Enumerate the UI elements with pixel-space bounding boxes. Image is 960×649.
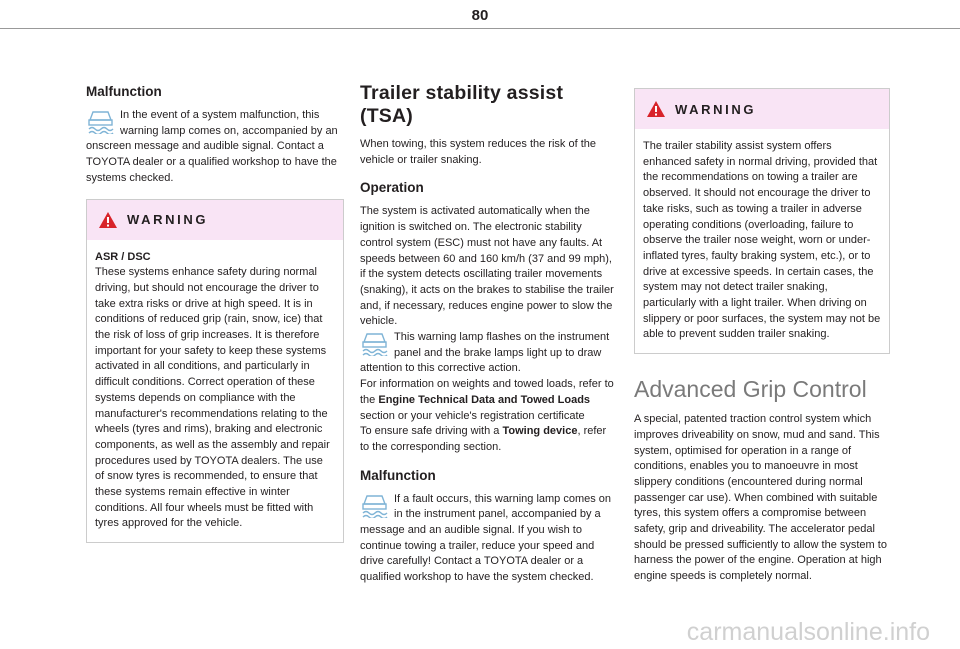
warning-text: The trailer stability assist system offers enhanced safety in normal driving, provided that the recommendations on towing a trailer are observed. It should not encourage the driver to take risks, such as towing a trailer in adverse operating conditions (overloading, failure to observe the trailer nose weight, worn or under-inflated tyres, faulty braking system, etc.), or to drive at excessive speeds. In certain cases, the system may not detect trailer snaking, particularly with a light trailer. When driving on slippery or poor surfaces, the system may not be able to prevent sudden trailer snaking.: [643, 140, 881, 341]
column-left: [86, 82, 344, 543]
lamp-flash-text: This warning lamp flashes on the instrument panel and the brake lamps light up to draw attention to this corrective action.: [360, 331, 610, 375]
column-right: [634, 88, 890, 585]
esc-warning-lamp-icon: [360, 492, 390, 518]
watermark: carmanualsonline.info: [686, 618, 930, 646]
warning-label: WARNING: [127, 212, 209, 228]
header-divider: [0, 28, 960, 29]
warning-header: [87, 200, 343, 240]
tsa-malfunction-text: If a fault occurs, this warning lamp comes on in the instrument panel, accompanied by a message and an audible signal. If you wish to continue towing a trailer, reduce your speed and drive carefully! Contact a TOYOTA dealer or a qualified workshop to have the system checked.: [360, 492, 612, 584]
towed-loads-info: For information on weights and towed loads, refer to the Engine Technical Data and Towed Loads section or your vehicle's registration certificate: [360, 378, 614, 422]
warning-box-tsa: [634, 88, 890, 354]
warning-text: These systems enhance safety during normal driving, but should not encourage the driver to take extra risks or drive at high speed. It is in conditions of reduced grip (rain, snow, ice) that the risk of loss of grip increases. It is therefore important for your safety to keep these systems activated in all conditions, and particularly in difficult conditions. Correct operation of these systems depends on compliance with the manufacturer's recommendations relating to the wheels (tyres and rims), braking and electronic components, as well as the assembly and repair procedures used by TOYOTA dealers. The use of snow tyres is recommended, to ensure that these systems remain effective in winter conditions. All four wheels must be fitted with tyres approved for the vehicle.: [95, 266, 330, 530]
towing-device-link: Towing device: [502, 425, 578, 438]
towed-loads-link: Engine Technical Data and Towed Loads: [378, 393, 591, 406]
warning-title: ASR / DSC: [95, 250, 151, 263]
malfunction-heading: Malfunction: [86, 84, 162, 99]
towing-device-info: To ensure safe driving with a Towing device, refer to the corresponding section.: [360, 425, 607, 453]
operation-heading: Operation: [360, 180, 424, 196]
warning-triangle-icon: [647, 101, 665, 117]
column-middle: [360, 82, 617, 586]
agc-text: A special, patented traction control system which improves driveability on snow, mud and sand. This system, optimised for operation in a range of conditions, enables you to manoeuvre in most slippery conditions (encountered during normal passenger car use). When combined with suitable tyres, this system offers a compromise between safety, grip and driveability. The accelerator pedal should be pressed sufficiently to allow the system to harness the power of the engine. Operation at high engine speeds is completely normal.: [634, 413, 887, 583]
operation-text: The system is activated automatically when the ignition is switched on. The electronic stability control system (ESC) must not have any faults. At speeds between 60 and 160 km/h (37 and 99 mph), if the system detects oscillating trailer movements (snaking), it acts on the brakes to stabilise the trailer and, if necessary, reduces engine power to slow the vehicle.: [360, 205, 614, 328]
agc-title: Advanced Grip Control: [634, 376, 867, 403]
warning-box-asr-dsc: [86, 199, 344, 544]
page-number: 80: [471, 7, 489, 24]
warning-triangle-icon: [99, 212, 117, 228]
warning-header: [635, 89, 889, 129]
esc-warning-lamp-icon: [360, 330, 390, 356]
warning-label: WARNING: [675, 101, 757, 117]
tsa-title: Trailer stability assist (TSA): [360, 82, 564, 127]
malfunction-text: In the event of a system malfunction, this warning lamp comes on, accompanied by an onscreen message and audible signal. Contact a TOYOTA dealer or a qualified workshop to have the systems checked.: [86, 109, 338, 184]
tsa-intro: When towing, this system reduces the risk of the vehicle or trailer snaking.: [360, 138, 596, 166]
esc-warning-lamp-icon: [86, 108, 116, 134]
tsa-malfunction-heading: Malfunction: [360, 467, 436, 483]
